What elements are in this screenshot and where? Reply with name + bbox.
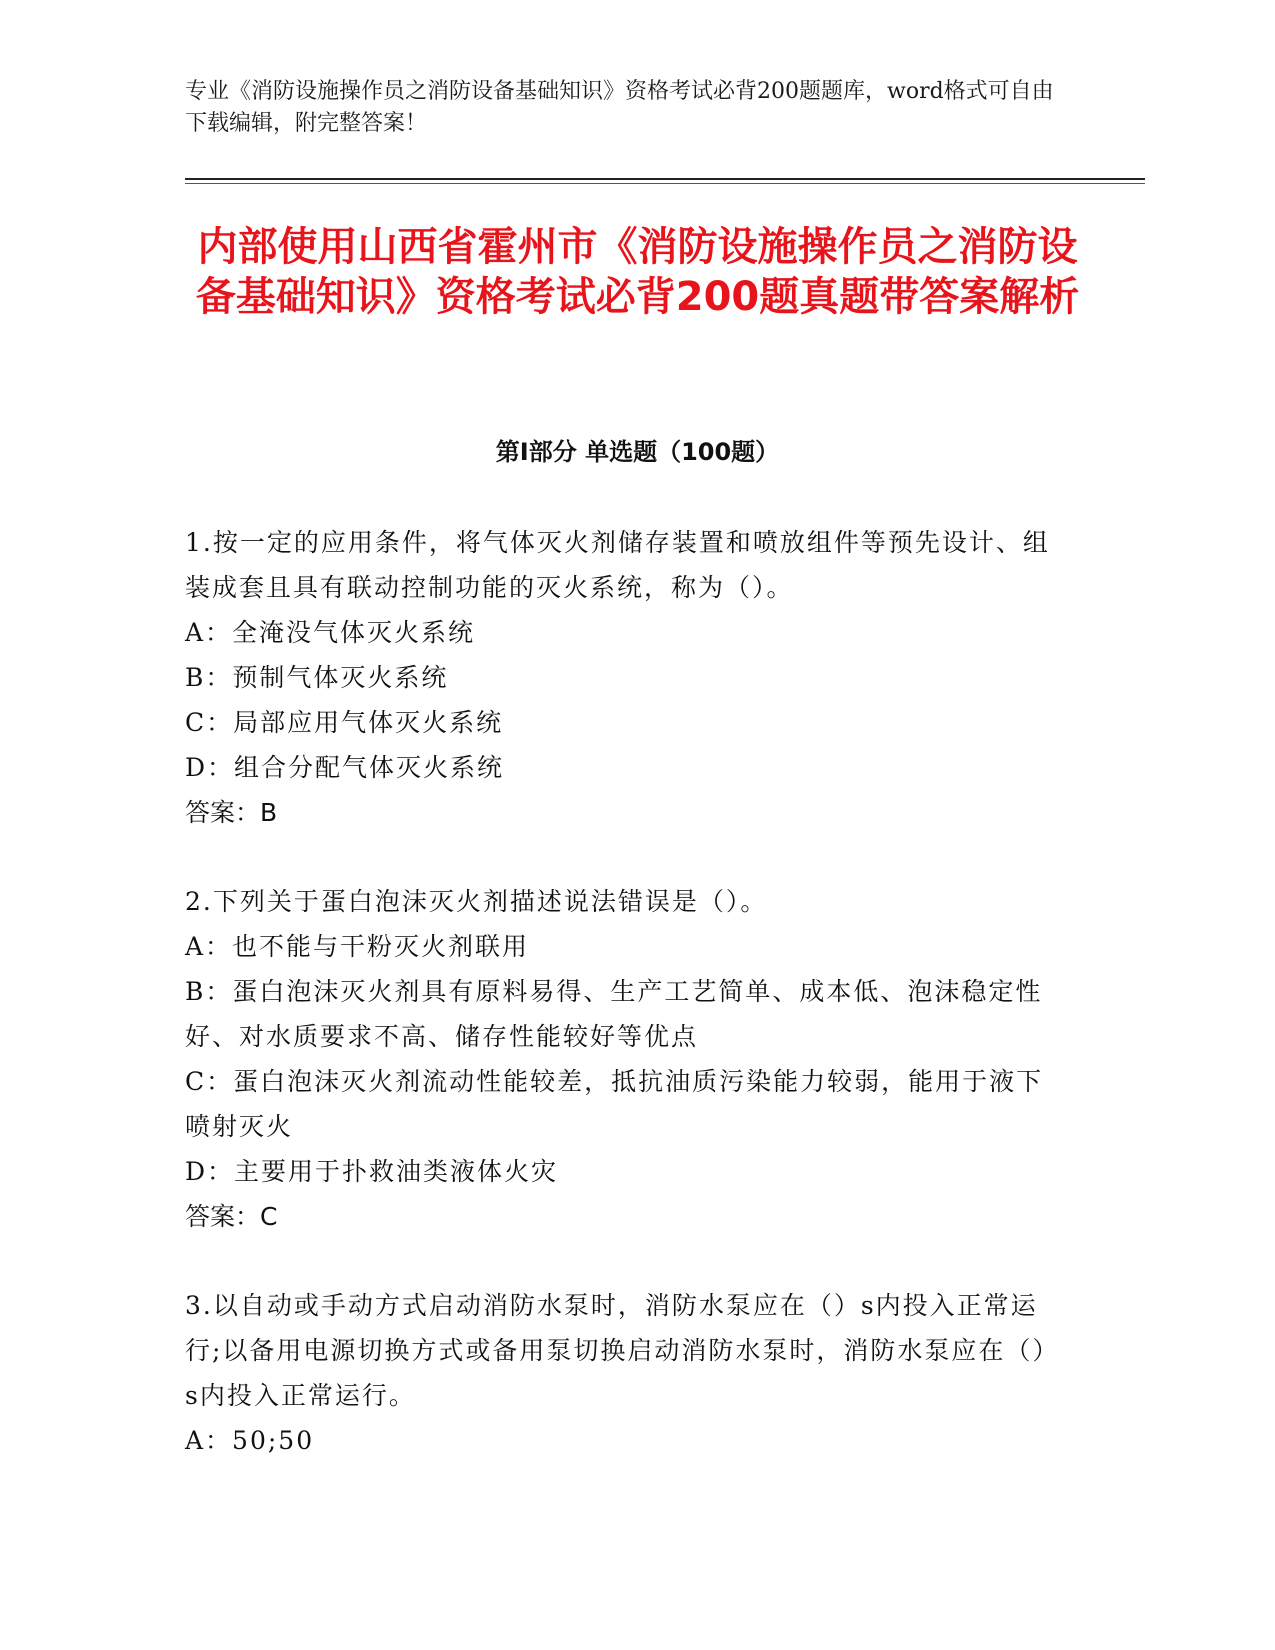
header-rule-thin — [185, 183, 1145, 184]
question-3 — [185, 1283, 1065, 1463]
question-stem: 2.下列关于蛋白泡沫灭火剂描述说法错误是（）。 — [185, 887, 768, 916]
option-c: C：局部应用气体灭火系统 — [185, 708, 504, 737]
question-stem: 1.按一定的应用条件，将气体灭火剂储存装置和喷放组件等预先设计、组装成套且具有联动控制功能的灭火系统，称为（）。 — [185, 528, 1050, 602]
option-a: A：也不能与干粉灭火剂联用 — [185, 932, 530, 961]
question-list — [185, 520, 1065, 1507]
question-1 — [185, 520, 1065, 835]
question-stem: 3.以自动或手动方式启动消防水泵时，消防水泵应在（）s内投入正常运行;以备用电源切换方式或备用泵切换启动消防水泵时，消防水泵应在（）s内投入正常运行。 — [185, 1291, 1060, 1410]
option-b: B：蛋白泡沫灭火剂具有原料易得、生产工艺简单、成本低、泡沫稳定性好、对水质要求不高、储存性能较好等优点 — [185, 977, 1043, 1051]
option-a: A：全淹没气体灭火系统 — [185, 618, 476, 647]
option-d: D：组合分配气体灭火系统 — [185, 753, 505, 782]
answer: 答案：B — [185, 798, 278, 827]
answer: 答案：C — [185, 1202, 278, 1231]
header-rule-thick — [185, 178, 1145, 180]
option-b: B：预制气体灭火系统 — [185, 663, 449, 692]
section-title: 第Ⅰ部分 单选题（100题） — [495, 438, 780, 466]
question-2 — [185, 879, 1065, 1239]
option-a: A：50;50 — [185, 1426, 315, 1455]
header-note: 专业《消防设施操作员之消防设备基础知识》资格考试必背200题题库，word格式可自由下载编辑，附完整答案！ — [185, 79, 1054, 136]
document-title: 内部使用山西省霍州市《消防设施操作员之消防设备基础知识》资格考试必背200题真题带答案解析 — [195, 224, 1080, 320]
option-d: D：主要用于扑救油类液体火灾 — [185, 1157, 559, 1186]
option-c: C：蛋白泡沫灭火剂流动性能较差，抵抗油质污染能力较弱，能用于液下喷射灭火 — [185, 1067, 1044, 1141]
